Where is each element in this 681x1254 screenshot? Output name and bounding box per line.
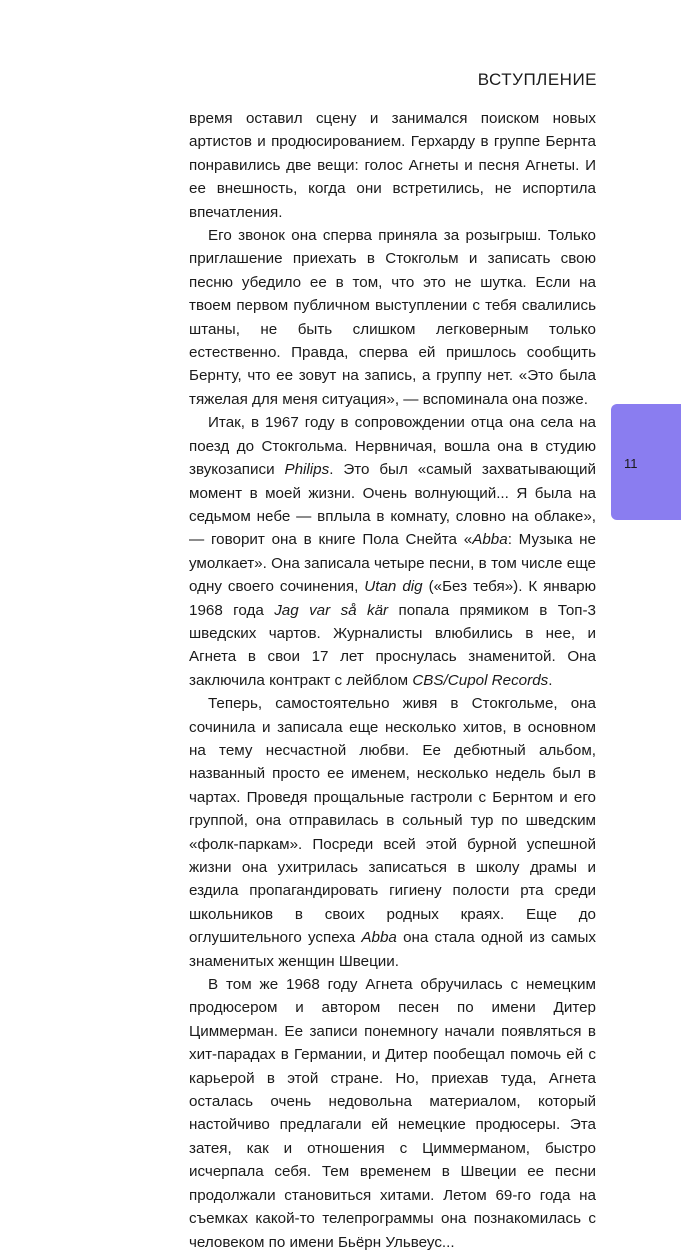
text-run: Его звонок она сперва приняла за розыгрыш. Только приглашение приехать в Стокгольм и записать свою песню убедило ее в том, что это не шутка. Если на твоем первом публичном выступлении с тебя свалились штаны, не быть слишком легковерным только естественно. Правда, сперва ей пришлось сообщить Бернту, что ее зовут на запись, а группу нет. «Это была тяжелая для меня ситуация», — вспоминала она позже. bbox=[189, 227, 596, 408]
text-run: . bbox=[548, 671, 553, 689]
text-run: («Без тебя»). К январю 1968 года bbox=[189, 578, 596, 619]
italic-title-text: Utan dig bbox=[364, 578, 423, 596]
text-run: : Музыка не умолкает». Она записала четыре песни, в том числе еще одну своего сочинения, bbox=[189, 531, 596, 596]
paragraph bbox=[189, 973, 596, 1254]
body-text bbox=[189, 107, 596, 1254]
page-tab bbox=[611, 404, 681, 520]
text-run: Теперь, самостоятельно живя в Стокгольме, она сочинила и записала еще несколько хитов, в основном на тему несчастной любви. Ее дебютный альбом, названный просто ее именем, несколько недель был в чартах. Проведя прощальные гастроли с Бернтом и его группой, она отправилась в сольный тур по шведским «фолк-паркам». Посреди всей этой бурной успешной жизни она ухитрилась записаться в школу драмы и ездила пропагандировать гигиену полости рта среди школьников в своих родных краях. Еще до оглушительного успеха bbox=[189, 695, 596, 947]
paragraph bbox=[189, 692, 596, 973]
text-run: Итак, в 1967 году в сопровождении отца она села на поезд до Стокгольма. Нервничая, вошла она в студию звукозаписи bbox=[189, 414, 596, 479]
text-run: время оставил сцену и занимался поиском новых артистов и продюсированием. Герхарду в группе Бернта понравились две вещи: голос Агнеты и песня Агнеты. И ее внешность, когда они встретились, не испортила впечатления. bbox=[189, 110, 596, 221]
paragraph bbox=[189, 107, 596, 224]
paragraph bbox=[189, 411, 596, 692]
italic-title-text: CBS/Cupol Records bbox=[412, 671, 549, 689]
italic-title-text: Jag var så kär bbox=[274, 601, 389, 619]
text-run: попала прямиком в Топ-3 шведских чартов. Журналисты влюбились в нее, и Агнета в свои 17 лет проснулась знаменитой. Она заключила контракт с лейблом bbox=[189, 601, 597, 689]
section-title: ВСТУПЛЕНИЕ bbox=[477, 70, 597, 89]
text-run: . Это был «самый захватывающий момент в моей жизни. Очень волнующий... Я была на седьмом небе — вплыла в комнату, словно на облаке», — говорит она в книге Пола Снейта « bbox=[189, 461, 596, 549]
page-number: 11 bbox=[624, 456, 638, 471]
paragraph bbox=[189, 224, 596, 411]
italic-title-text: Abba bbox=[361, 929, 397, 947]
italic-title-text: Philips bbox=[284, 461, 330, 479]
text-run: она стала одной из самых знаменитых женщин Швеции. bbox=[189, 929, 596, 970]
text-run: В том же 1968 году Агнета обручилась с немецким продюсером и автором песен по имени Дитер Циммерман. Ее записи понемногу начали появляться в хит-парадах в Германии, и Дитер пообещал помочь ей с карьерой в этой стране. Но, приехав туда, Агнета осталась очень недовольна материалом, который настойчиво предлагали ей немецкие продюсеры. Эта затея, как и отношения с Циммерманом, быстро исчерпала себя. Тем временем в Швеции ее песни продолжали становиться хитами. Летом 69-го года на съемках какой-то телепрограммы она познакомилась с человеком по имени Бьёрн Ульвеус... bbox=[189, 976, 596, 1251]
italic-title-text: Abba bbox=[472, 531, 508, 549]
